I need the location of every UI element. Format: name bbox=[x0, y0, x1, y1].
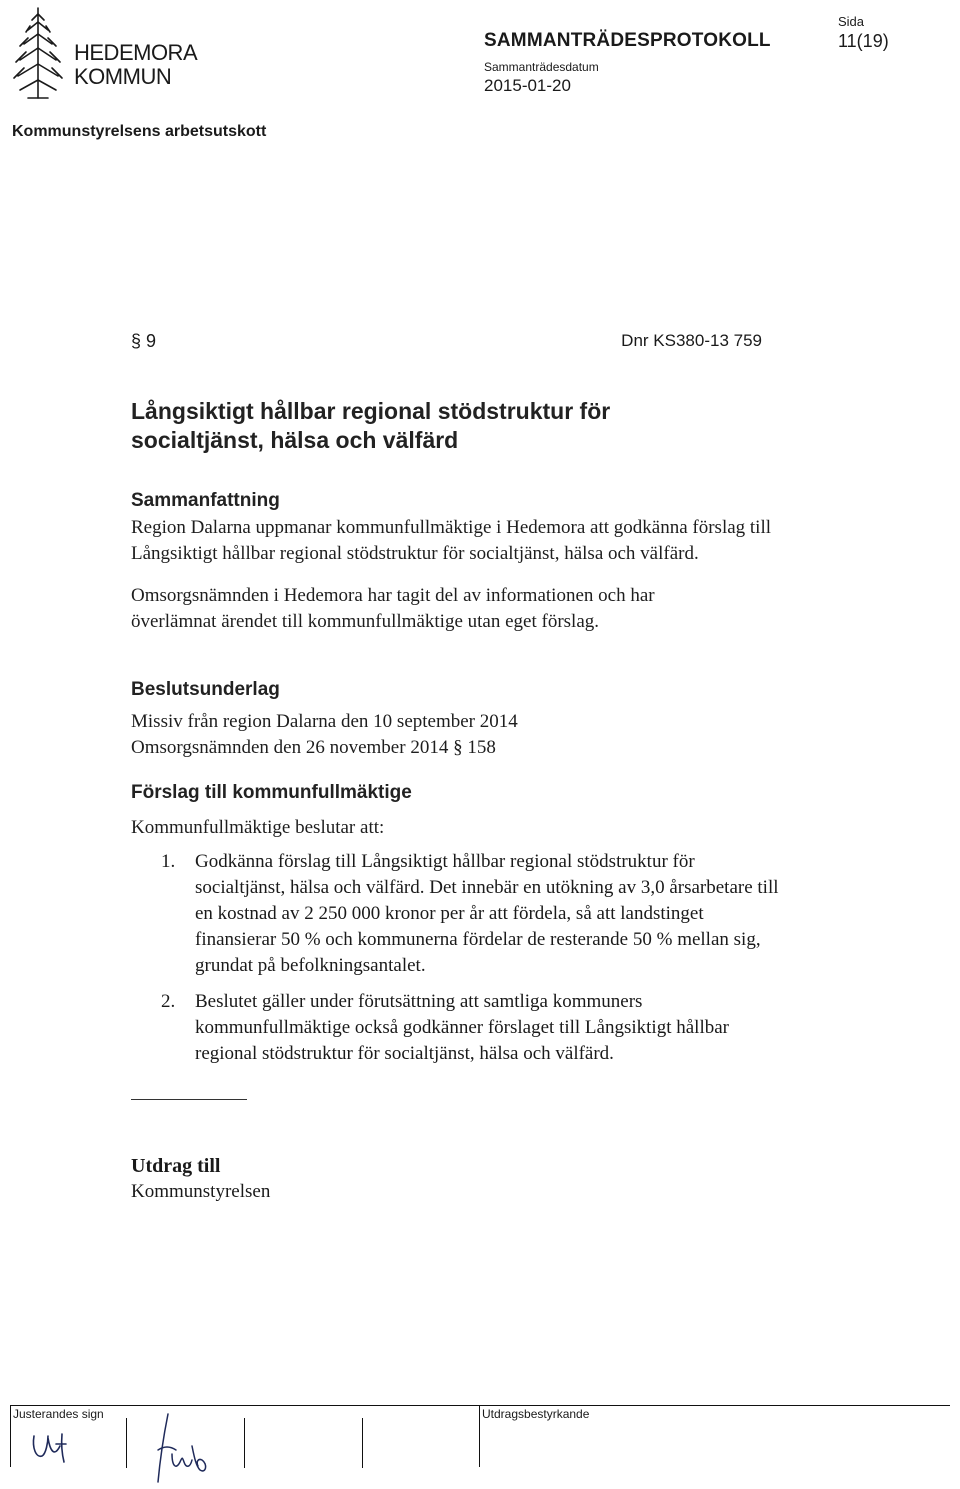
distribution-recipient: Kommunstyrelsen bbox=[131, 1181, 271, 1202]
decision-basis-line-1: Missiv från region Dalarna den 10 september 2014 bbox=[131, 711, 518, 732]
paragraph-number: § 9 bbox=[131, 331, 157, 351]
summary-heading: Sammanfattning bbox=[131, 490, 280, 511]
footer-border bbox=[10, 1405, 950, 1406]
signature-initials-2 bbox=[146, 1410, 216, 1488]
proposal-list bbox=[131, 849, 781, 1067]
footer-divider bbox=[10, 1405, 11, 1467]
item-title bbox=[131, 397, 771, 455]
committee-name: Kommunstyrelsens arbetsutskott bbox=[12, 123, 267, 140]
list-item bbox=[131, 849, 781, 979]
proposal-heading: Förslag till kommunfullmäktige bbox=[131, 782, 412, 803]
page-number: 11(19) bbox=[838, 31, 889, 51]
document-title: SAMMANTRÄDESPROTOKOLL bbox=[484, 30, 771, 51]
diary-number: Dnr KS380-13 759 bbox=[621, 331, 762, 350]
municipality-logo bbox=[10, 6, 200, 102]
logo-name-line1: HEDEMORA bbox=[74, 40, 198, 65]
item-title-line2: socialtjänst, hälsa och välfärd bbox=[131, 427, 459, 453]
item-title-line1: Långsiktigt hållbar regional stödstruktur för bbox=[131, 398, 611, 424]
summary-paragraph-1: Region Dalarna uppmanar kommunfullmäktige i Hedemora att godkänna förslag till Långsiktigt hållbar regional stödstruktur för socialtjänst, hälsa och välfärd. bbox=[131, 517, 772, 564]
pine-tree-icon bbox=[10, 6, 66, 102]
decision-basis-heading: Beslutsunderlag bbox=[131, 679, 280, 700]
list-item-text: Godkänna förslag till Långsiktigt hållbar regional stödstruktur för socialtjänst, hälsa och välfärd. Det innebär en utökning av 3,0 årsarbetare till en kostnad av 2 250 000 kronor per år att fördela, så att landstinget finansierar 50 % och kommunerna fördelar de resterande 50 % mellan sig, grundat på befolkningsantalet. bbox=[195, 851, 779, 976]
proposal-intro: Kommunfullmäktige beslutar att: bbox=[131, 817, 385, 838]
summary-paragraph-2: Omsorgsnämnden i Hedemora har tagit del av informationen och har överlämnat ärendet till kommunfullmäktige utan eget förslag. bbox=[131, 585, 655, 632]
footer-divider bbox=[244, 1418, 245, 1468]
date-value: 2015-01-20 bbox=[484, 76, 571, 95]
list-item-text: Beslutet gäller under förutsättning att samtliga kommuners kommunfullmäktige också godkänner förslaget till Långsiktigt hållbar regional stödstruktur för socialtjänst, hälsa och välfärd. bbox=[195, 991, 729, 1064]
logo-name-line2: KOMMUN bbox=[74, 64, 172, 89]
certification-label: Utdragsbestyrkande bbox=[482, 1407, 590, 1421]
divider bbox=[131, 1099, 247, 1100]
list-item-number: 1. bbox=[161, 851, 176, 872]
initials-label: Justerandes sign bbox=[13, 1407, 104, 1421]
page-label: Sida bbox=[838, 14, 865, 29]
list-item-number: 2. bbox=[161, 991, 176, 1012]
decision-basis-line-2: Omsorgsnämnden den 26 november 2014 § 158 bbox=[131, 737, 496, 758]
decision-basis-list bbox=[131, 709, 831, 761]
distribution-heading: Utdrag till bbox=[131, 1155, 221, 1177]
date-label: Sammanträdesdatum bbox=[484, 60, 599, 74]
footer-divider bbox=[479, 1405, 480, 1467]
list-item bbox=[131, 989, 781, 1067]
footer-divider bbox=[362, 1418, 363, 1468]
signature-initials-1 bbox=[28, 1428, 88, 1468]
footer-divider bbox=[126, 1418, 127, 1468]
summary-text bbox=[131, 515, 821, 635]
